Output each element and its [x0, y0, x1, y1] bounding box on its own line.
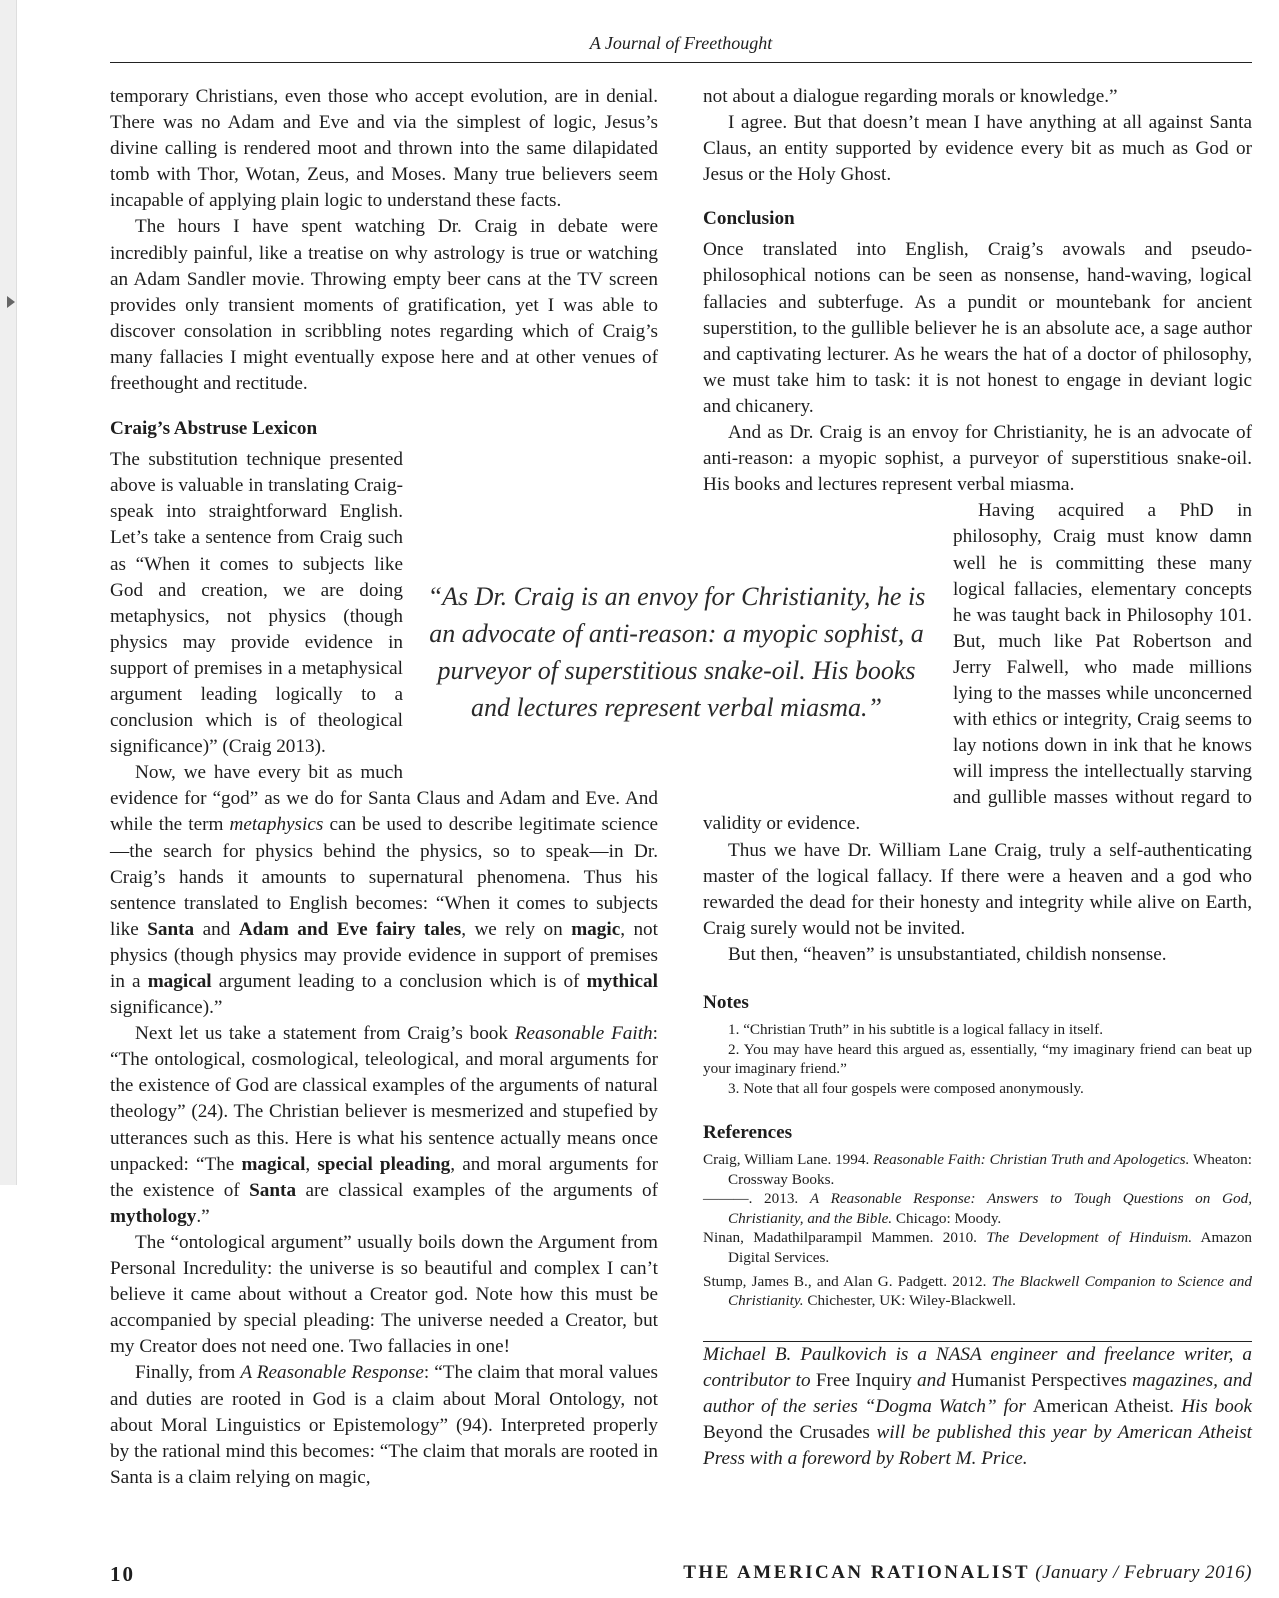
paragraph: The “ontological argument” usually boils down the Argument from Personal Incredulity: the universe is so beautiful and complex I can’t believe it came about without a Creator god. Note how this must be accompanied by special pleading: The universe needed a Creator, but my Creator does not need one. Two fallacies in one! — [110, 1231, 658, 1358]
left-column — [110, 84, 658, 1491]
viewer-left-edge — [0, 0, 17, 1185]
references-list — [703, 1150, 1252, 1311]
issue-date: (January / February 2016) — [1035, 1562, 1252, 1583]
paragraph: Next let us take a statement from Craig’s book Reasonable Faith: “The ontological, cosmological, teleological, and moral arguments for the existence of God are classical examples of the arguments of natural theology” (24). The Christian believer is mesmerized and stupefied by utterances such as this. Here is what his sentence actually means once unpacked: “The magical, special pleading, and moral arguments for the existence of Santa are classical examples of the arguments of mythology.” — [110, 1023, 658, 1227]
expand-arrow-icon[interactable] — [7, 296, 15, 308]
paragraph: The hours I have spent watching Dr. Craig in debate were incredibly painful, like a treatise on why astrology is true or watching an Adam Sandler movie. Throwing empty beer cans at the TV screen provides only transient moments of gratification, yet I was able to discover consolation in scribbling notes regarding which of Craig’s many fallacies I might eventually expose here and at other venues of freethought and rectitude. — [110, 216, 658, 395]
reference-item: Craig, William Lane. 1994. Reasonable Faith: Christian Truth and Apologetics. Wheaton: Crossway Books. — [703, 1151, 1252, 1188]
paragraph: Finally, from A Reasonable Response: “The claim that moral values and duties are rooted in God is a claim about Moral Ontology, not about Moral Linguistics or Epistemology” (94). Interpreted properly by the rational mind this becomes: “The claim that morals are rooted in Santa is a claim relying on magic, — [110, 1362, 658, 1488]
running-header: A Journal of Freethought — [589, 33, 773, 53]
magazine-name: THE AMERICAN RATIONALIST — [683, 1562, 1031, 1583]
footer-publication — [683, 1562, 1252, 1584]
reference-item: Ninan, Madathilparampil Mammen. 2010. The Development of Hinduism. Amazon Digital Services. — [703, 1229, 1253, 1266]
paragraph: Now, we have every bit as much evidence for “god” as we do for Santa Claus and Adam and Eve. And while the term metaphysics can be used to describe legitimate science—the search for physics behind the physics, so to speak—in Dr. Craig’s hands it amounts to supernatural phenomena. Thus his sentence translated to English becomes: “When it comes to subjects like Santa and Adam and Eve fairy tales, we rely on magic, not physics (though physics may provide evidence in support of premises in a magical argument leading to a conclusion which is of mythical significance).” — [110, 762, 659, 1019]
page-number: 10 — [110, 1562, 135, 1586]
paragraph: temporary Christians, even those who accept evolution, are in denial. There was no Adam and Eve and via the simplest of logic, Jesus’s divine calling is rendered moot and thrown into the same dilapidated tomb with Thor, Wotan, Zeus, and Moses. Many true believers seem incapable of applying plain logic to understand these facts. — [110, 86, 658, 212]
note-item: 3. Note that all four gospels were composed anonymously. — [728, 1079, 1084, 1097]
right-column — [703, 84, 1252, 1472]
paragraph: I agree. But that doesn’t mean I have anything at all against Santa Claus, an entity supported by evidence every bit as much as God or Jesus or the Holy Ghost. — [703, 112, 1252, 186]
notes-heading: Notes — [703, 992, 749, 1013]
section-heading: Craig’s Abstruse Lexicon — [110, 418, 318, 440]
note-item: 1. “Christian Truth” in his subtitle is a logical fallacy in itself. — [728, 1021, 1104, 1038]
notes-list — [703, 1020, 1252, 1098]
paragraph: not about a dialogue regarding morals or knowledge.” — [703, 86, 1118, 107]
references-heading: References — [703, 1122, 793, 1143]
paragraph: Having acquired a PhD in philosophy, Craig must know damn well he is committing these many logical fallacies, elementary concepts he was taught back in Philosophy 101. But, much like Pat Robertson and Jerry Falwell, who made millions lying to the masses while unconcerned with ethics or integrity, Craig seems to lay notions down in ink that he knows will impress the intellectually starving and gullible masses without regard to validity or evidence. — [703, 500, 1252, 835]
paragraph: The substitution technique presented above is valuable in translating Craig-speak into straightforward English. Let’s take a sentence from Craig such as “When it comes to subjects like God and creation, we are doing metaphysics, not physics (though physics may provide evidence in support of premises in a metaphysical argument leading logically to a conclusion which is of theological significance)” (Craig 2013). — [110, 449, 403, 758]
paragraph: But then, “heaven” is unsubstantiated, childish nonsense. — [728, 943, 1167, 965]
pull-quote-spacer — [703, 524, 953, 806]
paragraph: Thus we have Dr. William Lane Craig, truly a self-authenticating master of the logical fallacy. If there were a heaven and a god who rewarded the dead for their honesty and integrity while alive on Earth, Craig surely would not be invited. — [703, 839, 1252, 939]
note-item: 2. You may have heard this argued as, essentially, “my imaginary friend can beat up your imaginary friend.” — [703, 1040, 1252, 1077]
author-bio: Michael B. Paulkovich is a NASA engineer and freelance writer, a contributor to Free Inquiry and Humanist Perspectives magazines, and author of the series “Dogma Watch” for American Atheist. His book Beyond the Crusades will be published this year by American Atheist Press with a foreword by Robert M. Price. — [703, 1343, 1253, 1470]
pull-quote: “As Dr. Craig is an envoy for Christianity, he is an advocate of anti-reason: a myopic sophist, a purveyor of superstitious snake-oil. His books and lectures represent verbal miasma.” — [427, 582, 926, 722]
reference-item: Stump, James B., and Alan G. Padgett. 2012. The Blackwell Companion to Science and Christianity. Chichester, UK: Wiley-Blackwell. — [703, 1272, 1252, 1310]
paragraph: And as Dr. Craig is an envoy for Christianity, he is an advocate of anti-reason: a myopic sophist, a purveyor of superstitious snake-oil. His books and lectures represent verbal miasma. — [703, 422, 1252, 496]
paragraph: Once translated into English, Craig’s avowals and pseudo-philosophical notions can be seen as nonsense, hand-waving, logical fallacies and subterfuge. As a pundit or mountebank for ancient superstition, to the gullible believer he is an absolute ace, a sage author and captivating lecturer. As he wears the hat of a doctor of philosophy, we must take him to task: it is not honest to engage in deviant logic and chicanery. — [703, 239, 1252, 417]
section-heading: Conclusion — [703, 208, 795, 230]
header-rule — [110, 62, 1252, 63]
reference-item: ———. 2013. A Reasonable Response: Answers to Tough Questions on God, Christianity, and the Bible. Chicago: Moody. — [703, 1190, 1253, 1227]
